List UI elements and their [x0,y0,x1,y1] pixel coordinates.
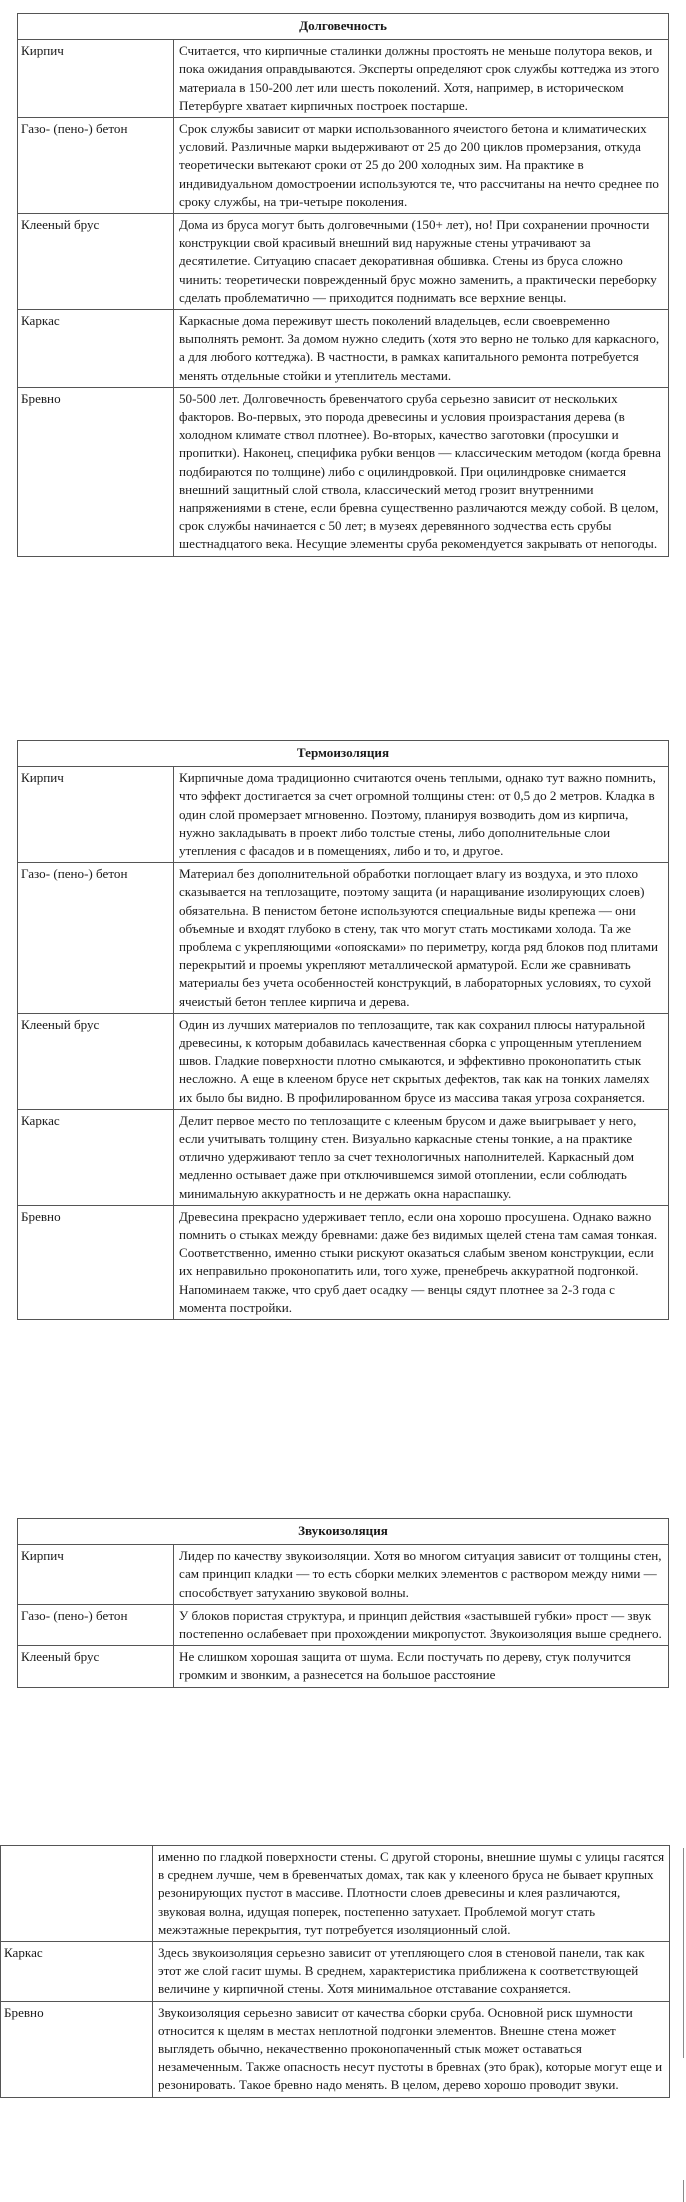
table-row [1,1942,670,2002]
material-description: Материал без дополнительной обработки поглощает влагу из воздуха, и это плохо сказывается на теплозащите, поэтому защита (и наращивание изолирующих слоев) обязательна. В пенистом бетоне используются специальные виды крепежа — они объемные и входят глубоко в стену, так что могут стать мостиками холода. Та же проблема с укрепляющими «опоясками» по периметру, когда ряд блоков под плитами перекрытий и проемы укрепляют металлической арматурой. Если же сравнивать материалы без учета особенностей конструкций, в лабораторных условиях, то сухой ячеистый бетон теплее кирпича и дерева. [174,863,669,1014]
material-name: Каркас [18,1109,174,1205]
divider-line [683,1848,684,2058]
table-header-row [18,14,669,40]
material-name: Бревно [18,1205,174,1319]
divider-line [683,2180,684,2202]
sound-insulation-table [17,1518,669,1688]
table-row [18,1013,669,1109]
table-row [1,2001,670,2097]
table-row [18,387,669,556]
table-row [18,1604,669,1645]
material-name-empty [1,1846,153,1942]
table-row [18,40,669,118]
material-description: именно по гладкой поверхности стены. С другой стороны, внешние шумы с улицы гасятся в среднем лучше, чем в бревенчатых домах, так как у клееного бруса не бывает крупных резонирующих пустот в массиве. Плотности слоев древесины и клея различаются, звуковая волна, идущая поперек, постепенно затухает. Проблемой могут стать межэтажные перекрытия, тут потребуется изоляционный слой. [153,1846,670,1942]
material-name: Клееный брус [18,1013,174,1109]
table-row [18,1646,669,1687]
table-row [18,1205,669,1319]
material-name: Газо- (пено-) бетон [18,1604,174,1645]
table-title: Долговечность [18,14,669,40]
table-row [18,1545,669,1605]
material-description: 50-500 лет. Долговечность бревенчатого сруба серьезно зависит от нескольких факторов. Во-первых, это порода древесины и условия произрастания дерева (в холодном климате ствол плотнее). Во-вторых, качество заготовки (просушки и пропитки). Наконец, специфика рубки венцов — классическим методом (когда бревна подбираются по толщине) либо с оцилиндровкой. При оцилиндровке снимается внешний защитный слой ствола, классический метод грозит внутренними напряжениями в стене, если бревна существенно различаются между собой. В целом, срок службы начинается с 50 лет; в музеях деревянного зодчества есть срубы шестнадцатого века. Несущие элементы сруба рекомендуется закрывать от непогоды. [174,387,669,556]
table-header-row [18,1519,669,1545]
material-description: Делит первое место по теплозащите с клееным брусом и даже выигрывает у него, если учитывать толщину стен. Визуально каркасные стены тонкие, а на практике отлично удерживают тепло за счет технологичных наполнителей. Каркасный дом медленно остывает даже при отключившемся зимой отоплении, если соблюдать минимальную аккуратность и не держать окна нараспашку. [174,1109,669,1205]
material-description: Считается, что кирпичные сталинки должны простоять не меньше полутора веков, и пока ожидания оправдываются. Эксперты определяют срок службы коттеджа из этого материала в 150-200 лет или шесть поколений. Хотя, например, в историческом Петербурге хватает кирпичных построек постарше. [174,40,669,118]
material-name: Кирпич [18,1545,174,1605]
table-row [18,118,669,214]
material-description: Не слишком хорошая защита от шума. Если постучать по дереву, стук получится громким и звонким, а разнесется на большое расстояние [174,1646,669,1687]
material-description: Дома из бруса могут быть долговечными (150+ лет), но! При сохранении прочности конструкции свой красивый внешний вид наружные стены утрачивают за десятилетие. Ситуацию спасает декоративная обшивка. Стены из бруса сложно чинить: теоретически поврежденный брус можно заменить, а практически переборку сделать проблематично — приходится поднимать все верхние венцы. [174,214,669,310]
material-name: Каркас [18,310,174,388]
table-title: Термоизоляция [18,741,669,767]
material-name: Кирпич [18,40,174,118]
material-name: Каркас [1,1942,153,2002]
material-name: Клееный брус [18,214,174,310]
thermal-insulation-table [17,740,669,1320]
durability-table [17,13,669,557]
table-row [18,767,669,863]
material-description: Древесина прекрасно удерживает тепло, если она хорошо просушена. Однако важно помнить о стыках между бревнами: даже без видимых щелей стена там самая тонкая. Соответственно, именно стыки рискуют оказаться слабым звеном конструкции, если их неправильно проконопатить или, того хуже, пренебречь аккуратной подгонкой. Напоминаем также, что сруб дает осадку — венцы сядут плотнее за 2-3 года с момента постройки. [174,1205,669,1319]
material-description: Срок службы зависит от марки использованного ячеистого бетона и климатических условий. Различные марки выдерживают от 25 до 200 циклов промерзания, откуда теоретически вытекают сроки от 25 до 200 холодных зим. На практике в индивидуальном домостроении используются те, что рассчитаны на нечто среднее по сроку службы, на три-четыре поколения. [174,118,669,214]
material-description: Один из лучших материалов по теплозащите, так как сохранил плюсы натуральной древесины, к которым добавилась качественная сборка с упрощенным утеплением швов. Гладкие поверхности плотно смыкаются, и эффективно проконопатить стык несложно. А еще в клееном брусе нет скрытых дефектов, так как на тонких ламелях их было бы видно. В профилированном брусе из массива такая угроза сохраняется. [174,1013,669,1109]
material-name: Газо- (пено-) бетон [18,863,174,1014]
material-description: Каркасные дома переживут шесть поколений владельцев, если своевременно выполнять ремонт. За домом нужно следить (хотя это верно не только для каркасного, а для любого коттеджа). В частности, в рамках капитального ремонта потребуется менять отдельные стойки и утеплитель местами. [174,310,669,388]
material-name: Бревно [18,387,174,556]
table-row [18,863,669,1014]
table-title: Звукоизоляция [18,1519,669,1545]
material-description: Звукоизоляция серьезно зависит от качества сборки сруба. Основной риск шумности относится к щелям в местах неплотной подгонки элементов. Внешне стена может выглядеть обычно, некачественно проконопаченный стык может оставаться незамеченным. Также опасность несут пустоты в бревнах (это брак), которые могут еще и резонировать. Такое бревно надо менять. В целом, дерево хорошо проводит звуки. [153,2001,670,2097]
material-description: Здесь звукоизоляция серьезно зависит от утепляющего слоя в стеновой панели, так как этот же слой гасит шумы. В среднем, характеристика приближена к соответствующей величине у кирпичной стены. Хотя минимальное отставание сохраняется. [153,1942,670,2002]
table-row [1,1846,670,1942]
table-row [18,310,669,388]
table-header-row [18,741,669,767]
material-name: Кирпич [18,767,174,863]
material-description: У блоков пористая структура, и принцип действия «застывшей губки» прост — звук постепенно ослабевает при прохождении микропустот. Звукоизоляция выше среднего. [174,1604,669,1645]
material-description: Лидер по качеству звукоизоляции. Хотя во многом ситуация зависит от толщины стен, сам принцип кладки — то есть сборки мелких элементов с раствором между ними — способствует затуханию звуковой волны. [174,1545,669,1605]
material-name: Бревно [1,2001,153,2097]
sound-insulation-table-continued [0,1845,670,2098]
table-row [18,1109,669,1205]
material-name: Клееный брус [18,1646,174,1687]
material-name: Газо- (пено-) бетон [18,118,174,214]
material-description: Кирпичные дома традиционно считаются очень теплыми, однако тут важно помнить, что эффект достигается за счет огромной толщины стен: от 0,5 до 2 метров. Кладка в один слой промерзает мгновенно. Поэтому, планируя возводить дом из кирпича, нужно закладывать в проект либо толстые стены, либо дополнительные слои утепления с фасадов и в помещениях, либо и то, и другое. [174,767,669,863]
table-row [18,214,669,310]
